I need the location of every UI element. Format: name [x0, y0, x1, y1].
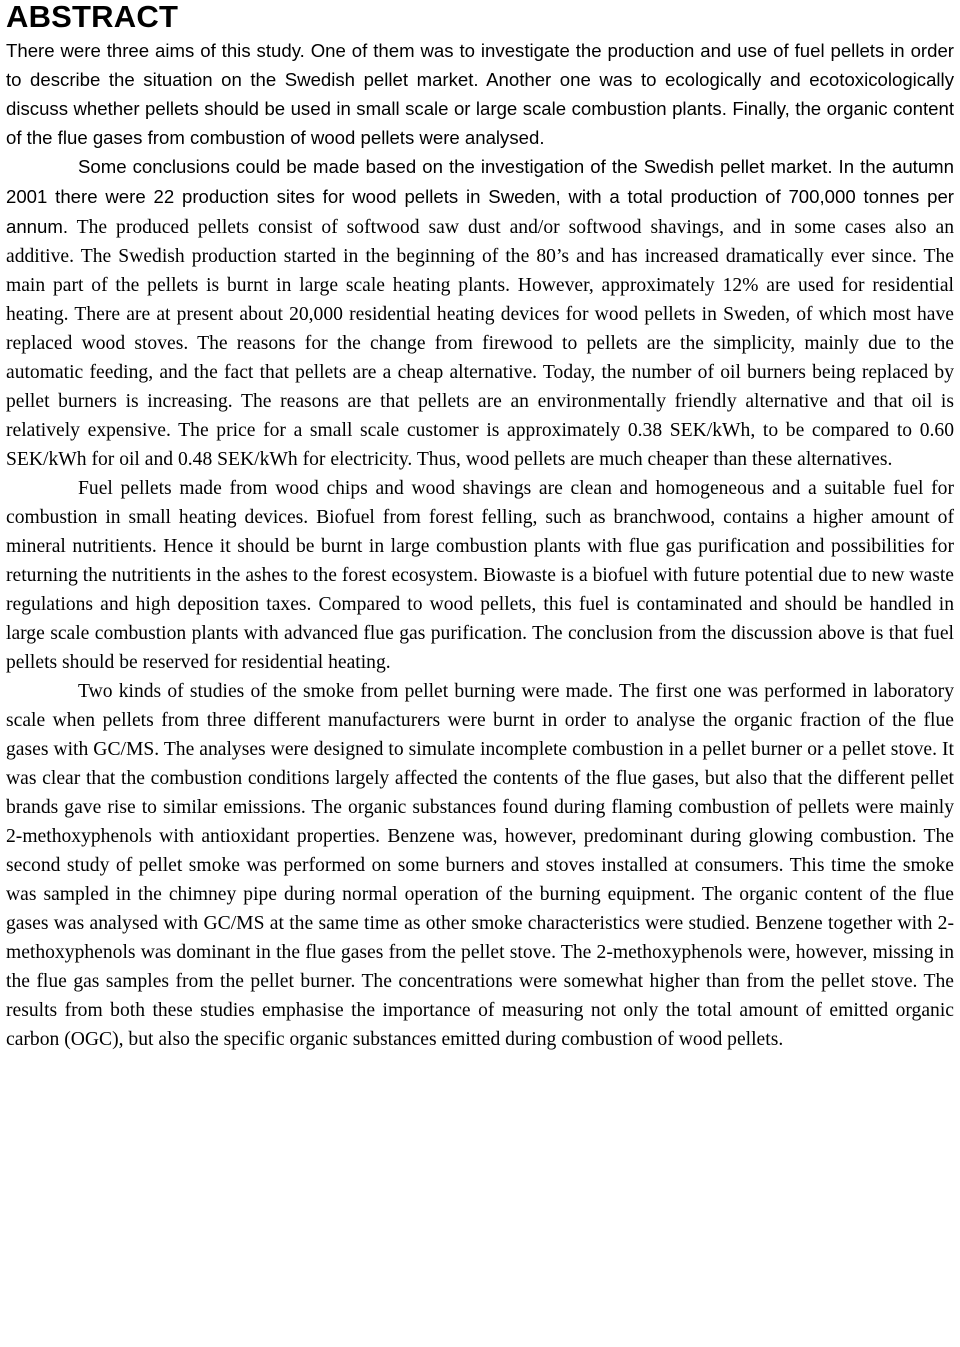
paragraph-aims — [6, 36, 954, 152]
abstract-heading: ABSTRACT — [6, 0, 179, 34]
paragraph-smoke-studies-text: Two kinds of studies of the smoke from pellet burning were made. The first one was performed in laboratory scale when pellets from three different manufacturers were burnt in order to analyse the organic fraction of the flue gases with GC/MS. The analyses were designed to simulate incomplete combustion in a pellet burner or a pellet stove. It was clear that the combustion conditions largely affected the contents of the flue gases, but also that the different pellet brands gave rise to similar emissions. The organic substances found during flaming combustion of pellets were mainly 2-methoxyphenols with antioxidant properties. Benzene was, however, predominant during glowing combustion. The second study of pellet smoke was performed on some burners and stoves installed at consumers. This time the smoke was sampled in the chimney pipe during normal operation of the burning equipment. The organic content of the flue gases was analysed with GC/MS at the same time as other smoke characteristics were studied. Benzene together with 2-methoxyphenols was dominant in the flue gases from the pellet stove. The 2-methoxyphenols were, however, missing in the flue gas samples from the pellet burner. The concentrations were somewhat higher than from the pellet stove. The results from both these studies emphasise the importance of measuring not only the total amount of emitted organic carbon (OGC), but also the specific organic substances emitted during combustion of wood pellets. — [6, 681, 954, 1050]
paragraph-fuel — [6, 474, 954, 677]
paragraph-aims-text: There were three aims of this study. One of them was to investigate the production and use of fuel pellets in order to describe the situation on the Swedish pellet market. Another one was to ecologically and ecotoxicologically discuss whether pellets should be used in small scale or large scale combustion plants. Finally, the organic content of the flue gases from combustion of wood pellets were analysed. — [6, 40, 954, 148]
paragraph-market-serif-text: The produced pellets consist of softwood saw dust and/or softwood shavings, and in some cases also an additive. The Swedish production started in the beginning of the 80’s and has increased dramatically ever since. The main part of the pellets is burnt in large scale heating plants. However, approximately 12% are used for residential heating. There are at present about 20,000 residential heating devices for wood pellets in Sweden, of which most have replaced wood stoves. The reasons for the change from firewood to pellets are the simplicity, mainly due to the automatic feeding, and the fact that pellets are a cheap alternative. Today, the number of oil burners being replaced by pellet burners is increasing. The reasons are that pellets are an environmentally friendly alternative and that oil is relatively expensive. The price for a small scale customer is approximately 0.38 SEK/kWh, to be compared to 0.60 SEK/kWh for oil and 0.48 SEK/kWh for electricity. Thus, wood pellets are much cheaper than these alternatives. — [6, 217, 954, 470]
paragraph-fuel-text: Fuel pellets made from wood chips and wood shavings are clean and homogeneous and a suitable fuel for combustion in small heating devices. Biofuel from forest felling, such as branchwood, contains a higher amount of mineral nutritients. Hence it should be burnt in large combustion plants with flue gas purification and possibilities for returning the nutritients in the ashes to the forest ecosystem. Biowaste is a biofuel with future potential due to new waste regulations and high deposition taxes. Compared to wood pellets, this fuel is contaminated and should be handled in large scale combustion plants with advanced flue gas purification. The conclusion from the discussion above is that fuel pellets should be reserved for residential heating. — [6, 478, 954, 673]
paragraph-smoke-studies — [6, 677, 954, 1054]
paragraph-market — [6, 152, 954, 474]
paragraph-market-sans-text: Some conclusions could be made based on the investigation of the Swedish pellet market. In the autumn 2001 there were 22 production sites for wood pellets in Sweden, with a total production of 700,000 tonnes per annum. — [6, 156, 954, 237]
